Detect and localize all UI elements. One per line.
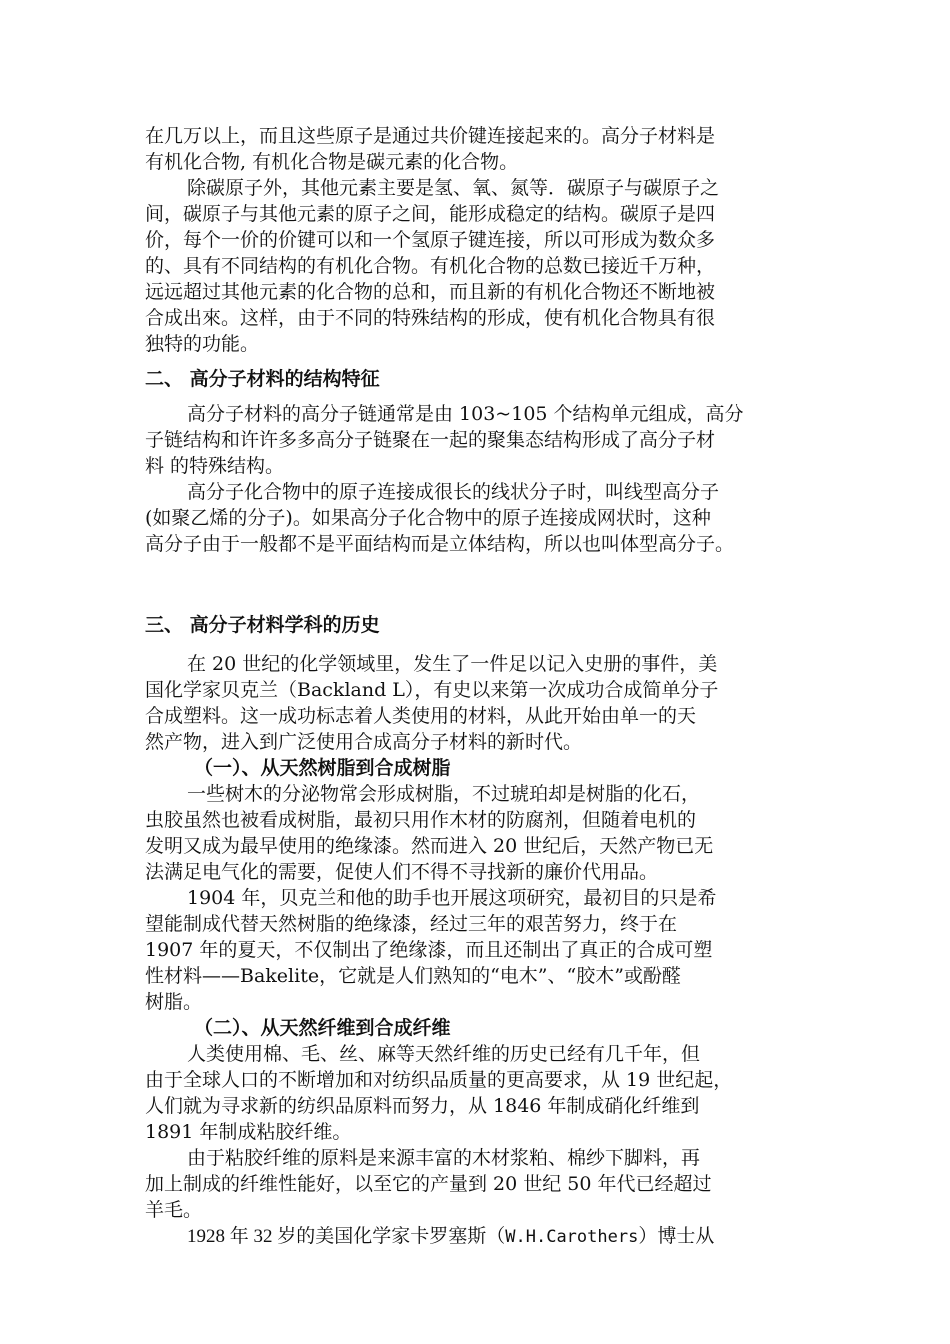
text-line: 一些树木的分泌物常会形成树脂，不过琥珀却是树脂的化石， [187, 783, 701, 805]
text-line: 树脂。 [145, 991, 203, 1013]
text-line: 料 的特殊结构。 [145, 455, 285, 477]
text-line [187, 1224, 714, 1249]
text-line: 羊毛。 [145, 1199, 203, 1221]
text-line: 除碳原子外，其他元素主要是氢、氧、氮等．碳原子与碳原子之 [187, 177, 720, 199]
text-line: 望能制成代替天然树脂的绝缘漆，经过三年的艰苦努力，终于在 [145, 913, 678, 935]
text-line: 合成塑料。这一成功标志着人类使用的材料，从此开始由单一的天 [145, 705, 697, 727]
text-line: 加上制成的纤维性能好，以至它的产量到 20 世纪 50 年代已经超过 [145, 1173, 712, 1195]
text-line: 高分子化合物中的原子连接成很长的线状分子时，叫线型高分子 [187, 481, 720, 503]
text-line: 子链结构和许许多多高分子链聚在一起的聚集态结构形成了高分子材 [145, 429, 716, 451]
author-name: W.H.Carothers [505, 1227, 639, 1247]
text-line: 在 20 世纪的化学领域里，发生了一件足以记入史册的事件，美 [187, 653, 718, 675]
text-line: 1904 年，贝克兰和他的助手也开展这项研究，最初目的只是希 [187, 887, 717, 909]
text-line: 合成出來。这样，由于不同的特殊结构的形成，使有机化合物具有很 [145, 307, 716, 329]
text-line: 1891 年制成粘胶纤维。 [145, 1121, 352, 1143]
text-segment: ）博士从 [638, 1226, 715, 1247]
text-line: 法满足电气化的需要，促使人们不得不寻找新的廉价代用品。 [145, 861, 659, 883]
text-line: 由于全球人口的不断增加和对纺织品质量的更高要求，从 19 世纪起， [145, 1069, 733, 1091]
subsection-heading: （一）、从天然树脂到合成树脂 [194, 757, 451, 779]
text-segment: 1928 年 32 岁的美国化学家卡罗塞斯（ [187, 1226, 506, 1247]
section-heading: 二、 高分子材料的结构特征 [145, 368, 380, 390]
text-line: 发明又成为最早使用的绝缘漆。然而进入 20 世纪后，天然产物已无 [145, 835, 714, 857]
text-line: 人类使用棉、毛、丝、麻等天然纤维的历史已经有几千年，但 [187, 1043, 701, 1065]
text-line: 高分子材料的高分子链通常是由 103~105 个结构单元组成，高分 [187, 403, 744, 425]
text-line: 然产物，进入到广泛使用合成高分子材料的新时代。 [145, 731, 583, 753]
text-line: 在几万以上，而且这些原子是通过共价键连接起来的。高分子材料是 [145, 125, 716, 147]
text-line: (如聚乙烯的分子)。如果高分子化合物中的原子连接成网状时，这种 [145, 507, 711, 529]
text-line: 1907 年的夏天，不仅制出了绝缘漆，而且还制出了真正的合成可塑 [145, 939, 713, 961]
text-line: 由于粘胶纤维的原料是来源丰富的木材浆粕、棉纱下脚料，再 [187, 1147, 701, 1169]
text-line: 高分子由于一般都不是平面结构而是立体结构，所以也叫体型高分子。 [145, 533, 735, 555]
text-line: 性材料——Bakelite，它就是人们熟知的“电木”、“胶木”或酚醛 [145, 965, 681, 987]
text-line: 价，每个一价的价键可以和一个氢原子键连接，所以可形成为数众多 [145, 229, 716, 251]
text-line: 虫胶虽然也被看成树脂，最初只用作木材的防腐剂，但随着电机的 [145, 809, 697, 831]
text-line: 的、具有不同结构的有机化合物。有机化合物的总数已接近千万种， [145, 255, 716, 277]
text-line: 独特的功能。 [145, 333, 260, 355]
section-heading: 三、 高分子材料学科的历史 [145, 614, 380, 636]
text-line: 人们就为寻求新的纺织品原料而努力，从 1846 年制成硝化纤维到 [145, 1095, 700, 1117]
text-line: 远远超过其他元素的化合物的总和，而且新的有机化合物还不断地被 [145, 281, 716, 303]
subsection-heading: （二）、从天然纤维到合成纤维 [194, 1017, 451, 1039]
text-line: 有机化合物, 有机化合物是碳元素的化合物。 [145, 151, 519, 173]
text-line: 国化学家贝克兰（Backland L），有史以来第一次成功合成简单分子 [145, 679, 719, 701]
text-line: 间，碳原子与其他元素的原子之间，能形成稳定的结构。碳原子是四 [145, 203, 716, 225]
